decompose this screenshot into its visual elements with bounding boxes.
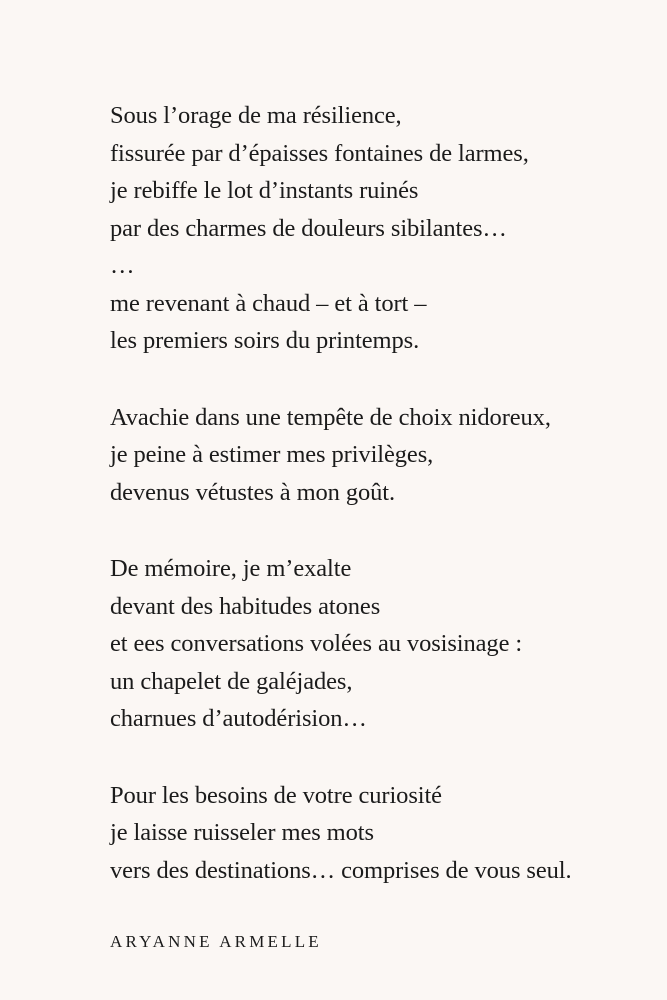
stanza-2: [110, 399, 650, 512]
poem-line: charnues d’autodérision…: [110, 705, 367, 732]
poem-line: devenus vétustes à mon goût.: [110, 478, 396, 506]
poem-line: devant des habitudes atones: [110, 592, 381, 620]
poem-line: les premiers soirs du printemps.: [110, 327, 420, 354]
poem-line: par des charmes de douleurs sibilantes…: [110, 214, 507, 242]
poem-line: et ees conversations volées au vosisinage :: [110, 630, 523, 657]
poem: [110, 97, 650, 928]
poem-line: je peine à estimer mes privilèges,: [110, 441, 434, 468]
poem-line: …: [110, 252, 135, 279]
stanza-1: [110, 97, 650, 360]
stanza-4: [110, 777, 650, 890]
author-name: ARYANNE ARMELLE: [110, 932, 322, 951]
poem-line: Sous l’orage de ma résilience,: [110, 102, 402, 129]
poem-line: Pour les besoins de votre curiosité: [110, 781, 442, 809]
poem-line: je rebiffe le lot d’instants ruinés: [110, 177, 419, 204]
stanza-3: [110, 550, 650, 738]
poem-line: je laisse ruisseler mes mots: [110, 819, 374, 846]
poem-line: vers des destinations… comprises de vous seul.: [110, 856, 572, 884]
poem-line: fissurée par d’épaisses fontaines de larmes,: [110, 139, 529, 167]
poem-line: Avachie dans une tempête de choix nidoreux,: [110, 403, 551, 431]
poem-line: De mémoire, je m’exalte: [110, 555, 352, 582]
poem-line: un chapelet de galéjades,: [110, 667, 353, 695]
poem-line: me revenant à chaud – et à tort –: [110, 289, 427, 317]
